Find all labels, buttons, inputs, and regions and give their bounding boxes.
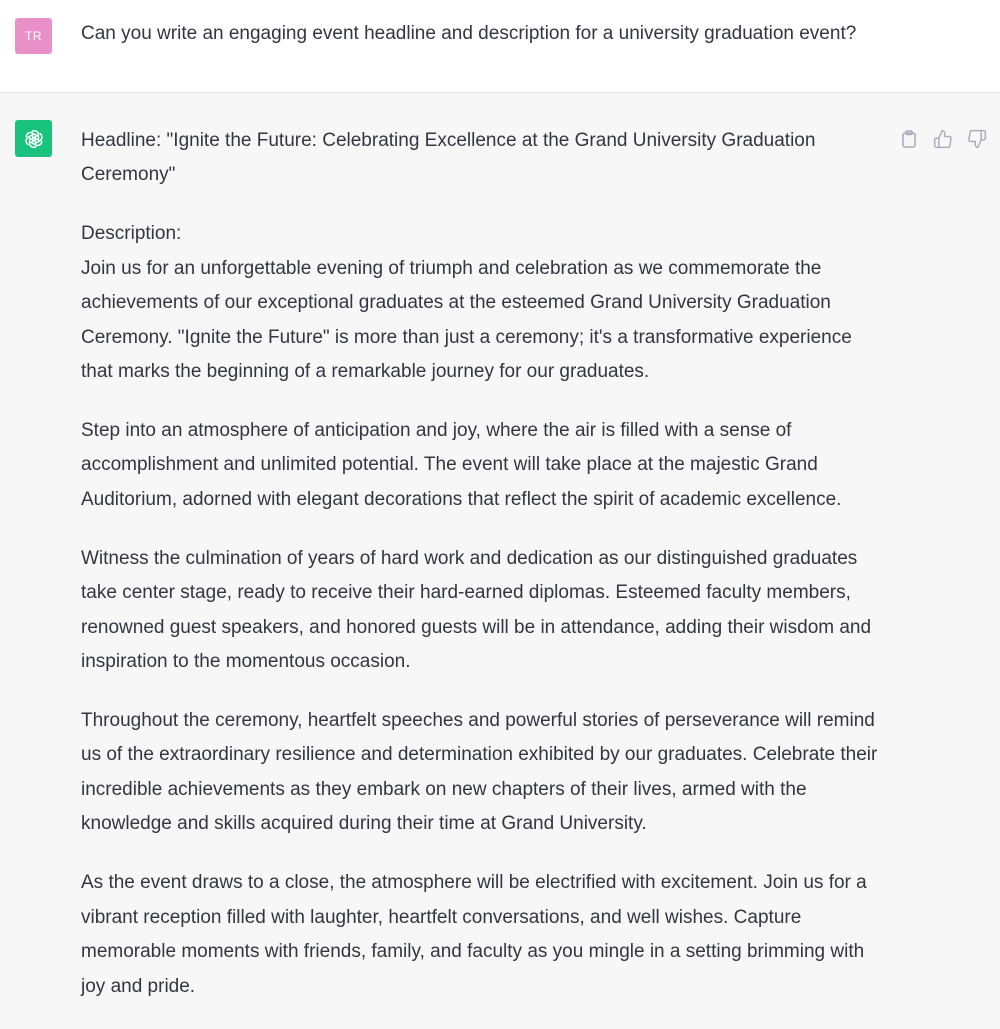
thumbs-up-icon (933, 129, 953, 149)
clipboard-icon (900, 130, 918, 149)
description-paragraph-2: Step into an atmosphere of anticipation and joy, where the air is filled with a sense of accomplishment and unlimited potential. The event will take place at the majestic Grand Auditorium, adorned with elegant decorations that reflect the spirit of academic excellence. (81, 420, 842, 510)
description-paragraph-3: Witness the culmination of years of hard work and dedication as our distinguished graduates take center stage, ready to receive their hard-earned diplomas. Esteemed faculty members, renowned guest speakers, and honored guests will be in attendance, adding their wisdom and inspiration to the momentous occasion. (81, 547, 872, 673)
openai-logo-icon (22, 127, 46, 151)
message-actions (897, 127, 989, 151)
description-paragraph-1: Join us for an unforgettable evening of triumph and celebration as we commemorate the achievements of our exceptional graduates at the esteemed Grand University Graduation Ceremony. "Ignite the Future" is more than just a ceremony; it's a transformative experience that marks the beginning of a remarkable journey for our graduates. (81, 257, 852, 383)
thumbs-down-icon (967, 129, 987, 149)
description-paragraph-5: As the event draws to a close, the atmosphere will be electrified with excitement. Join us for a vibrant reception filled with laughter, heartfelt conversations, and well wishes. Capture memorable moments with friends, family, and faculty as you mingle in a setting brimming with joy and pride. (81, 872, 867, 997)
assistant-message-text (81, 124, 881, 1029)
headline-paragraph: Headline: "Ignite the Future: Celebrating Excellence at the Grand University Graduation Ceremony" (81, 130, 816, 186)
user-message-row (0, 0, 1000, 93)
user-message-text: Can you write an engaging event headline and description for a university graduation event? (81, 23, 857, 44)
assistant-message-row (0, 93, 1000, 999)
assistant-avatar (15, 120, 52, 157)
copy-button[interactable] (897, 127, 921, 151)
thumbs-down-button[interactable] (965, 127, 989, 151)
user-avatar: TR (15, 18, 52, 54)
description-label: Description: (81, 223, 182, 245)
description-paragraph-4: Throughout the ceremony, heartfelt speeches and powerful stories of perseverance will remind us of the extraordinary resilience and determination exhibited by our graduates. Celebrate their incredible achievements as they embark on new chapters of their lives, armed with the knowledge and skills acquired during their time at Grand University. (81, 710, 878, 835)
thumbs-up-button[interactable] (931, 127, 955, 151)
